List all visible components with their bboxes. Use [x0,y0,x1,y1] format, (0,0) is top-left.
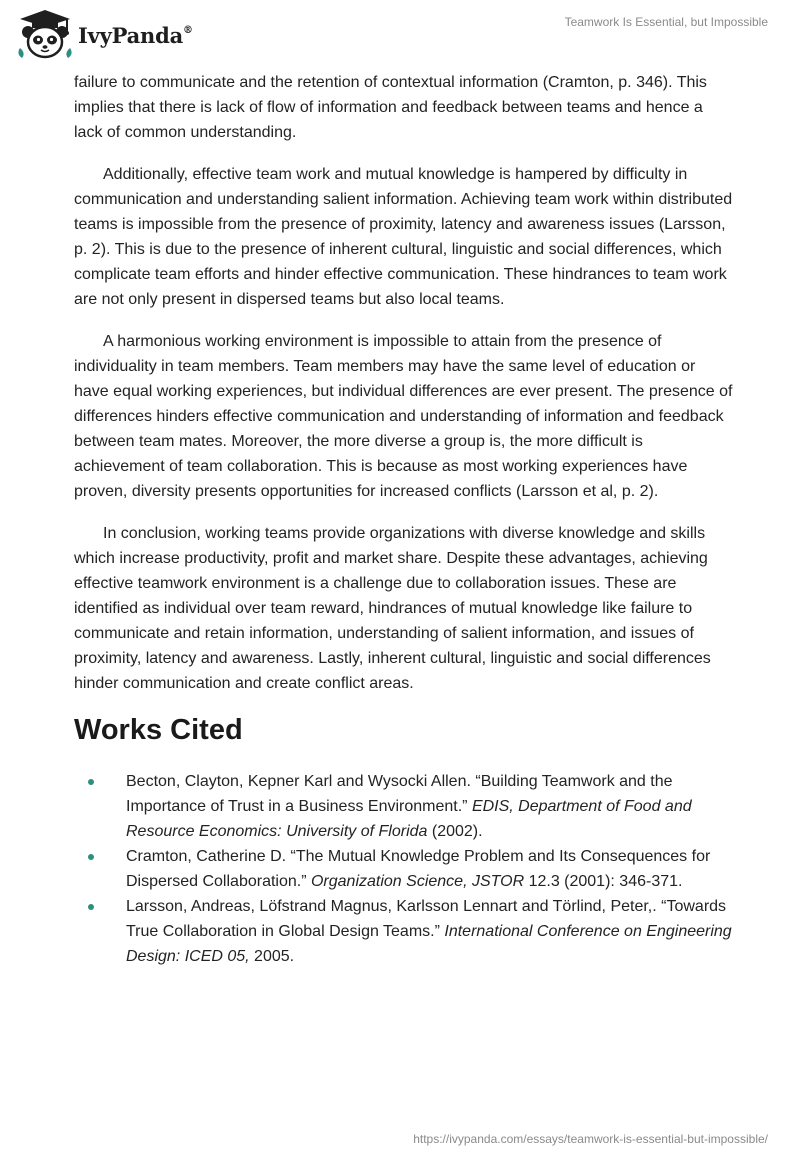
bullet-icon [88,904,94,910]
paragraph: failure to communicate and the retention of contextual information (Cramton, p. 346). This implies that there is lack of flow of information and feedback between teams and hence a lack of common understanding. [74,74,707,141]
works-cited-heading: Works Cited [74,714,243,746]
essay-body [74,70,734,969]
bullet-icon [88,779,94,785]
citation-entry: Cramton, Catherine D. “The Mutual Knowledge Problem and Its Consequences for Dispersed Collaboration.” Organization Science, JSTOR 12.3 (2001): 346-371. [74,844,734,894]
paragraph: In conclusion, working teams provide organizations with diverse knowledge and skills which increase productivity, profit and market share. Despite these advantages, achieving effective teamwork environment is a challenge due to collaboration issues. These are identified as individual over team reward, hindrances of mutual knowledge like failure to communicate and retain information, understanding of salient information, and issues of proximity, latency and awareness. Lastly, inherent cultural, linguistic and social differences hinder communication and create conflict areas. [74,525,711,692]
source-url-link[interactable]: https://ivypanda.com/essays/teamwork-is-essential-but-impossible/ [413,1132,768,1146]
brand-logo[interactable] [14,8,194,60]
bullet-icon [88,854,94,860]
works-cited-list [74,769,734,969]
citation-entry: Larsson, Andreas, Löfstrand Magnus, Karlsson Lennart and Törlind, Peter,. “Towards True Collaboration in Global Design Teams.” International Conference on Engineering Design: ICED 05, 2005. [74,894,734,969]
citation-entry: Becton, Clayton, Kepner Karl and Wysocki Allen. “Building Teamwork and the Importance of Trust in a Business Environment.” EDIS, Department of Food and Resource Economics: University of Florida (2002). [74,769,734,844]
paragraph: Additionally, effective team work and mutual knowledge is hampered by difficulty in communication and understanding salient information. Achieving team work within distributed teams is impossible from the presence of proximity, latency and awareness issues (Larsson, p. 2). This is due to the presence of inherent cultural, linguistic and social differences, which complicate team efforts and hinder effective communication. These hindrances to team work are not only present in dispersed teams but also local teams. [74,166,733,308]
page-header [0,0,800,70]
panda-graduate-icon [14,8,76,60]
brand-name: IvyPanda® [78,22,193,48]
document-title: Teamwork Is Essential, but Impossible [564,15,768,29]
paragraph: A harmonious working environment is impossible to attain from the presence of individuality in team members. Team members may have the same level of education or have equal working experiences, but individual differences are ever present. The presence of differences hinders effective communication and understanding of information and feedback between team mates. Moreover, the more diverse a group is, the more difficult is achievement of team collaboration. This is because as most working experiences have proven, diversity presents opportunities for increased conflicts (Larsson et al, p. 2). [74,333,733,500]
